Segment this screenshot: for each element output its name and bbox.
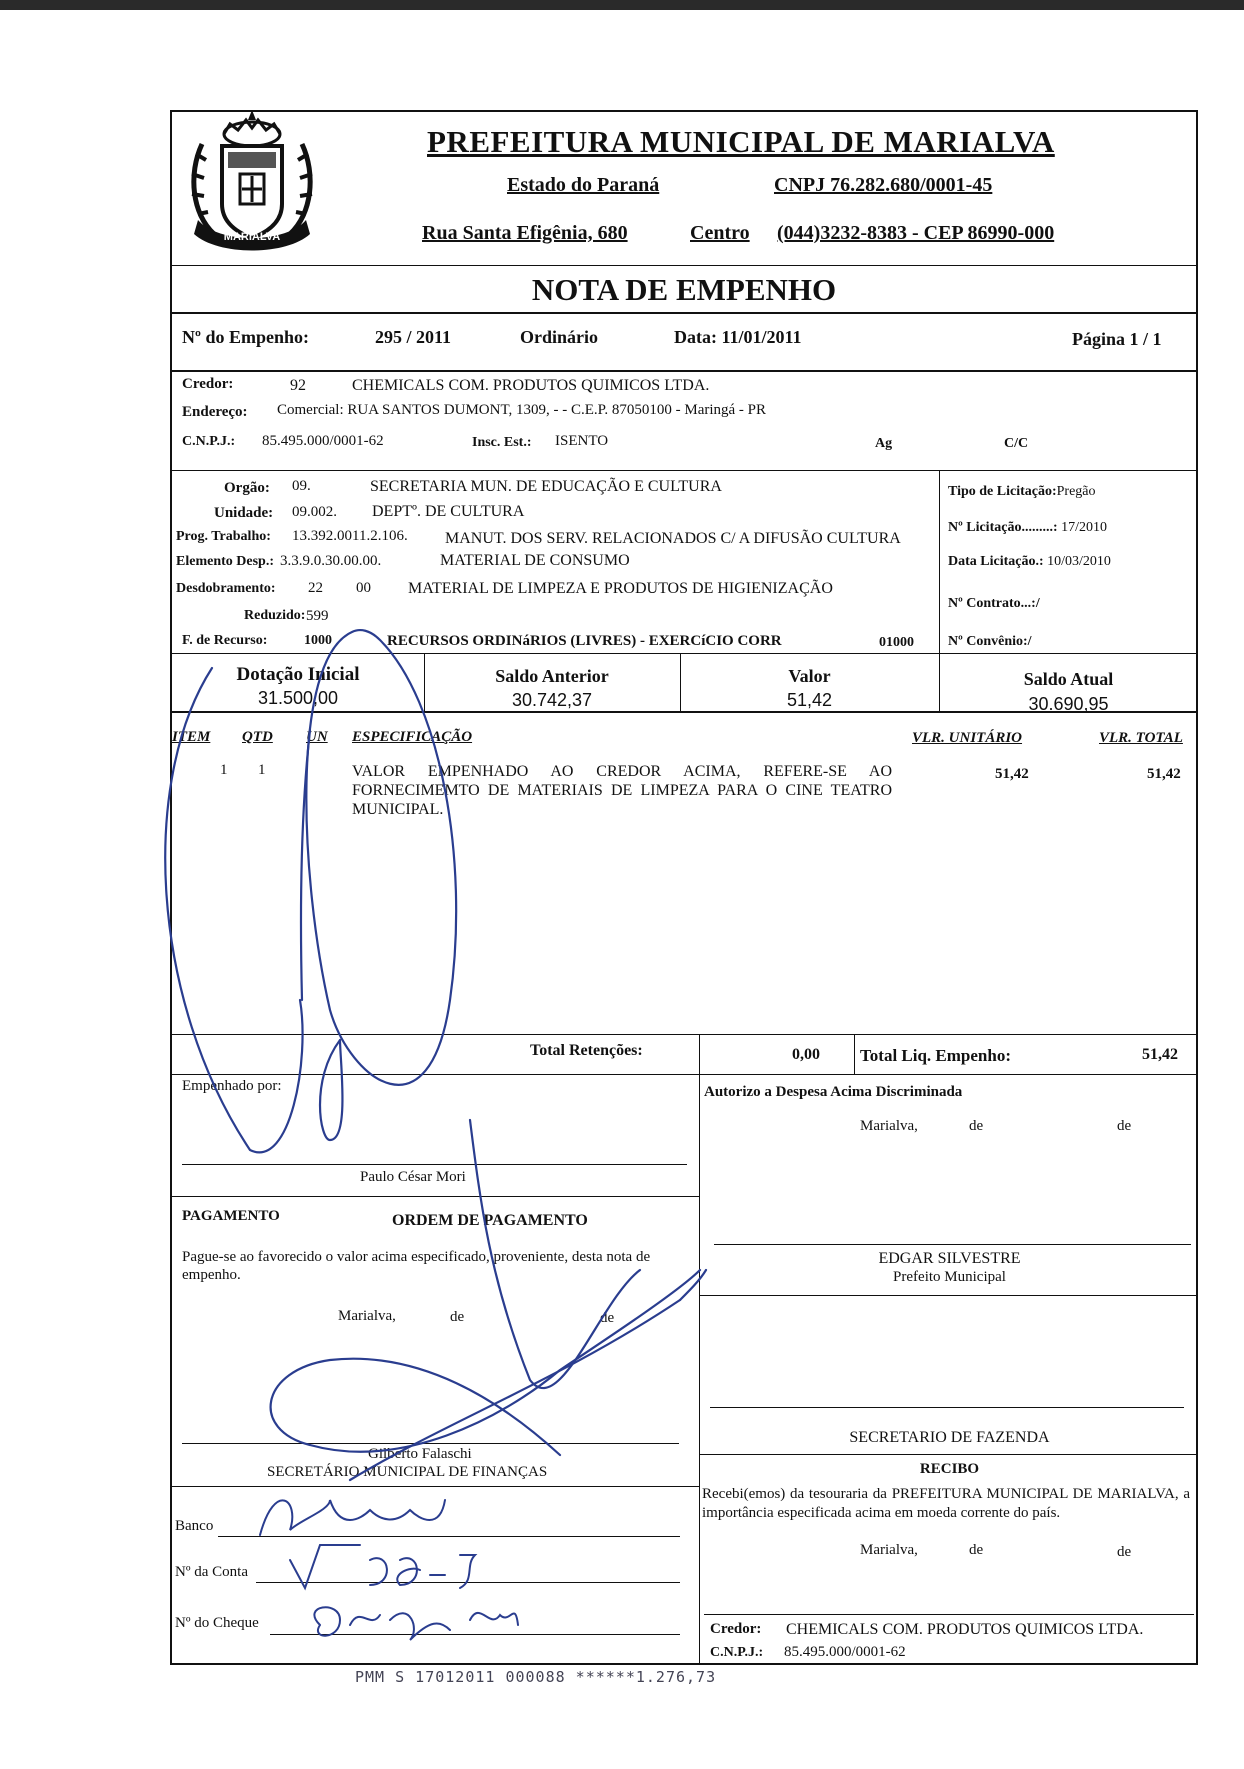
unidade-desc: DEPTº. DE CULTURA [372, 503, 525, 520]
cheque-label: Nº do Cheque [175, 1615, 259, 1631]
recibo-text: Recebi(emos) da tesouraria da PREFEITURA MUNICIPAL DE MARIALVA, a importância especificada acima em moeda corrente do país. [702, 1486, 1190, 1521]
desdobramento-label: Desdobramento: [176, 581, 276, 596]
credor-code: 92 [290, 377, 306, 394]
unidade-code: 09.002. [292, 504, 337, 520]
fonte-code-2: 01000 [879, 635, 914, 650]
dotacao-inicial-label: Dotação Inicial [236, 664, 360, 685]
empenho-type: Ordinário [520, 327, 599, 347]
reduzido-label: Reduzido: [244, 608, 306, 623]
insc-value: ISENTO [555, 433, 609, 449]
empenhado-por-label: Empenhado por: [182, 1078, 282, 1094]
prefeito-cargo: Prefeito Municipal [893, 1269, 1006, 1285]
page-number: Página 1 / 1 [1072, 329, 1162, 349]
phone-cep-label: (044)3232-8383 - CEP 86990-000 [777, 222, 1055, 244]
total-retencoes-label: Total Retenções: [530, 1042, 643, 1059]
col-qtd: QTD [242, 729, 273, 745]
prog-desc: MANUT. DOS SERV. RELACIONADOS C/ A DIFUSÃO CULTURA [445, 530, 901, 547]
contrato-label: Nº Contrato...:/ [948, 596, 1040, 611]
prog-code: 13.392.0011.2.106. [292, 528, 408, 544]
elemento-label: Elemento Desp.: [176, 554, 274, 569]
total-liquido-value: 51,42 [1142, 1046, 1178, 1063]
banco-label: Banco [175, 1518, 214, 1534]
col-especificacao: ESPECIFICAÇÃO [352, 729, 473, 745]
document-title: NOTA DE EMPENHO [531, 272, 837, 307]
agency-label: Ag [875, 436, 893, 451]
insc-label: Insc. Est.: [472, 435, 532, 450]
recibo-credor-label: Credor: [710, 1621, 762, 1637]
street-label: Rua Santa Efigênia, 680 [422, 222, 628, 244]
empenho-number-label: Nº do Empenho: [182, 327, 309, 347]
address-label: Endereço: [182, 404, 248, 420]
elemento-code: 3.3.9.0.30.00.00. [280, 553, 382, 569]
recibo-cnpj-label: C.N.P.J.: [710, 1645, 764, 1660]
reduzido-value: 599 [306, 608, 329, 624]
saldo-atual-value: 30.690,95 [1028, 694, 1109, 714]
secretario-financas-name: Gilberto Falaschi [368, 1446, 472, 1462]
desdobramento-a: 22 [308, 580, 323, 596]
col-vlr-total: VLR. TOTAL [1099, 730, 1183, 746]
fonte-desc: RECURSOS ORDINáRIOS (LIVRES) - EXERCíCIO CORR [387, 633, 782, 649]
district-label: Centro [690, 222, 750, 244]
orgao-label: Orgão: [224, 480, 270, 496]
orgao-desc: SECRETARIA MUN. DE EDUCAÇÃO E CULTURA [370, 478, 722, 495]
pagamento-de-2: de [600, 1310, 615, 1326]
saldo-atual-label: Saldo Atual [1023, 669, 1114, 689]
recibo-de-2: de [1117, 1544, 1132, 1560]
fonte-code: 1000 [304, 633, 332, 648]
footer-stamp: PMM S 17012011 000088 ******1.276,73 [355, 1668, 717, 1686]
row-vlr-unitario: 51,42 [995, 766, 1029, 782]
ordem-pagamento-label: ORDEM DE PAGAMENTO [392, 1212, 588, 1229]
pagamento-label: PAGAMENTO [182, 1208, 280, 1224]
fonte-label: F. de Recurso: [182, 633, 268, 648]
tipo-licitacao-label: Tipo de Licitação:Pregão [948, 484, 1096, 499]
empenhado-por-name: Paulo César Mori [360, 1169, 466, 1185]
desdobramento-b: 00 [356, 580, 371, 596]
credor-label: Credor: [182, 376, 234, 392]
empenho-number: 295 / 2011 [375, 327, 452, 347]
recibo-de-1: de [969, 1542, 984, 1558]
valor-value: 51,42 [786, 690, 833, 710]
seal-label: MARIALVA [223, 231, 281, 243]
autorizo-de-2: de [1117, 1118, 1132, 1134]
row-especificacao: VALOR EMPENHADO AO CREDOR ACIMA, REFERE-SE AO FORNECIMEMTO DE MATERIAIS DE LIMPEZA PARA O CINE TEATRO MUNICIPAL. [352, 763, 892, 818]
municipality-title: PREFEITURA MUNICIPAL DE MARIALVA [427, 124, 1055, 159]
row-qtd: 1 [258, 762, 266, 778]
convenio-label: Nº Convênio:/ [948, 634, 1032, 649]
nota-de-empenho-form [170, 110, 1198, 1665]
recibo-credor-name: CHEMICALS COM. PRODUTOS QUIMICOS LTDA. [786, 1621, 1144, 1638]
col-vlr-unitario: VLR. UNITÁRIO [912, 730, 1023, 746]
pagamento-de-1: de [450, 1309, 465, 1325]
autorizo-local: Marialva, [860, 1118, 918, 1134]
secretario-financas-cargo: SECRETÁRIO MUNICIPAL DE FINANÇAS [267, 1464, 548, 1480]
scan-top-edge [0, 0, 1244, 10]
total-retencoes-value: 0,00 [792, 1046, 820, 1063]
recibo-label: RECIBO [919, 1461, 980, 1477]
pagamento-text: Pague-se ao favorecido o valor acima especificado, proveniente, desta nota de empenho. [182, 1249, 651, 1283]
row-vlr-total: 51,42 [1147, 766, 1181, 782]
cnpj-label: CNPJ 76.282.680/0001-45 [774, 174, 993, 196]
unidade-label: Unidade: [214, 505, 274, 521]
total-liquido-label: Total Liq. Empenho: [860, 1046, 1011, 1065]
data-licitacao-label: Data Licitação.: 10/03/2010 [948, 554, 1111, 569]
conta-label: Nº da Conta [175, 1564, 248, 1580]
col-un: UN [306, 729, 328, 745]
state-label: Estado do Paraná [507, 174, 660, 196]
row-item: 1 [220, 762, 228, 778]
pagamento-local: Marialva, [338, 1308, 396, 1324]
autorizo-de-1: de [969, 1118, 984, 1134]
account-label: C/C [1004, 436, 1029, 451]
empenho-date: Data: 11/01/2011 [674, 327, 802, 347]
credor-name: CHEMICALS COM. PRODUTOS QUIMICOS LTDA. [352, 377, 710, 394]
orgao-code: 09. [292, 478, 311, 494]
recibo-cnpj-value: 85.495.000/0001-62 [784, 1644, 906, 1660]
credor-cnpj: 85.495.000/0001-62 [262, 433, 384, 449]
elemento-desc: MATERIAL DE CONSUMO [440, 552, 630, 569]
cnpj-credor-label: C.N.P.J.: [182, 434, 236, 449]
saldo-anterior-label: Saldo Anterior [495, 666, 609, 686]
prefeito-name: EDGAR SILVESTRE [878, 1250, 1021, 1267]
dotacao-inicial-value: 31.500,00 [257, 688, 339, 708]
recibo-local: Marialva, [860, 1542, 918, 1558]
saldo-anterior-value: 30.742,37 [511, 690, 593, 710]
credor-address: Comercial: RUA SANTOS DUMONT, 1309, - - C.E.P. 87050100 - Maringá - PR [277, 402, 767, 418]
num-licitacao-label: Nº Licitação.........: 17/2010 [948, 520, 1107, 535]
desdobramento-desc: MATERIAL DE LIMPEZA E PRODUTOS DE HIGIENIZAÇÃO [408, 580, 833, 597]
secretario-fazenda-label: SECRETARIO DE FAZENDA [849, 1429, 1050, 1446]
autorizo-label: Autorizo a Despesa Acima Discriminada [704, 1084, 963, 1100]
valor-label: Valor [788, 666, 831, 686]
prog-label: Prog. Trabalho: [176, 529, 271, 544]
col-item: ITEM [172, 729, 211, 745]
